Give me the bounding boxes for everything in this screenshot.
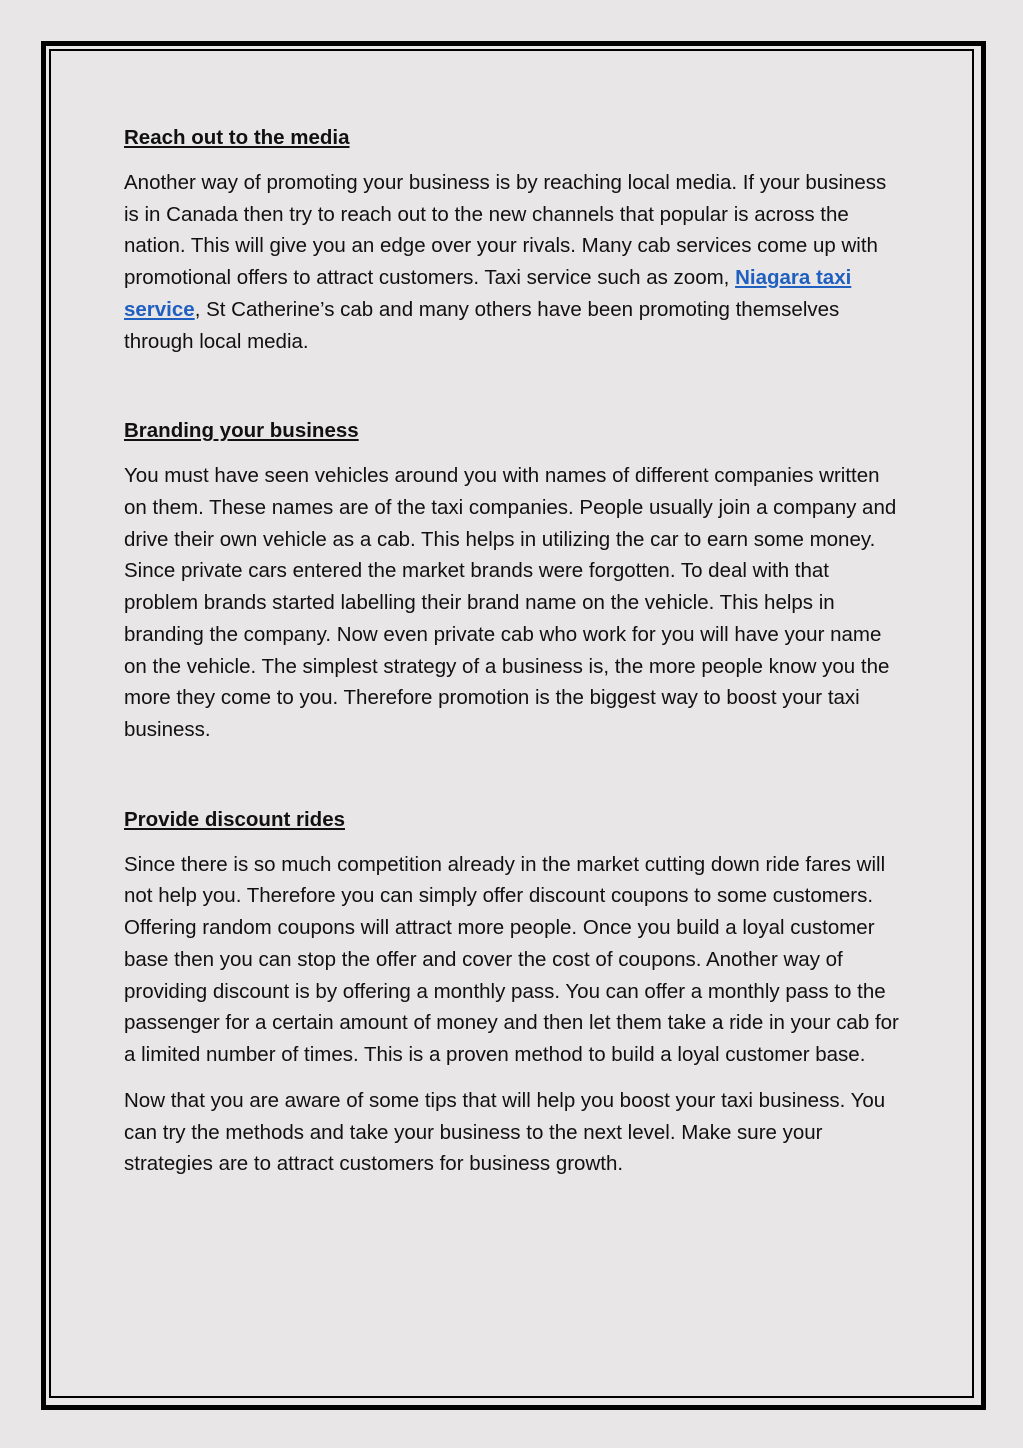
section-paragraph-discount: Since there is so much competition already in the market cutting down ride fares will not help you. Therefore you can simply offer discount coupons to some customers. Offering random coupons will attract more people. Once you build a loyal customer base then you can stop the offer and cover the cost of coupons. Another way of providing discount is by offering a monthly pass. You can offer a monthly pass to the passenger for a certain amount of money and then let them take a ride in your cab for a limited number of times. This is a proven method to build a loyal customer base.: [124, 852, 899, 1066]
section-spacer: [124, 371, 904, 415]
section-heading-branding: Branding your business: [124, 419, 359, 443]
document-content: [124, 122, 904, 1194]
conclusion-paragraph: Now that you are aware of some tips that will help you boost your taxi business. You can try the methods and take your business to the next level. Make sure your strategies are to attract customers for business growth.: [124, 1088, 886, 1176]
section-heading-discount: Provide discount rides: [124, 807, 345, 831]
section-spacer: [124, 760, 904, 804]
paragraph-text: , St Catherine’s cab and many others have been promoting themselves through local media.: [124, 297, 840, 353]
niagara-taxi-service-link[interactable]: Niagara taxi service: [124, 266, 852, 321]
section-paragraph-branding: You must have seen vehicles around you with names of different companies written on them. These names are of the taxi companies. People usually join a company and drive their own vehicle as a cab. This helps in utilizing the car to earn some money. Since private cars entered the market brands were forgotten. To deal with that problem brands started labelling their brand name on the vehicle. This helps in branding the company. Now even private cab who work for you will have your name on the vehicle. The simplest strategy of a business is, the more people know you the more they come to you. Therefore promotion is the biggest way to boost your taxi business.: [124, 464, 897, 741]
paragraph-text: Another way of promoting your business is by reaching local media. If your business is in Canada then try to reach out to the new channels that popular is across the nation. This will give you an edge over your rivals. Many cab services come up with promotional offers to attract customers. Taxi service such as zoom,: [124, 170, 887, 289]
section-heading-media: Reach out to the media: [124, 126, 350, 149]
section-paragraph-media: [124, 167, 904, 358]
